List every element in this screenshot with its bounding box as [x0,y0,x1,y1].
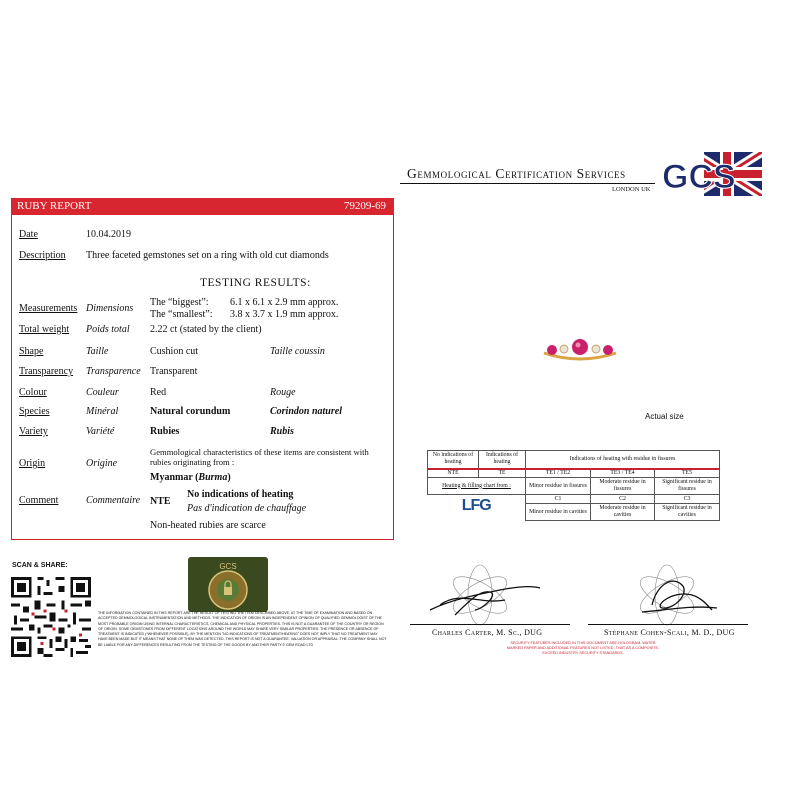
scan-share-label: SCAN & SHARE: [12,562,68,569]
comment-en: No indications of heating [187,489,294,500]
signature-left [420,560,550,630]
weight-fr: Poids total [86,324,130,335]
svg-text:GCS: GCS [219,562,237,571]
svg-text:GCS: GCS [662,158,736,196]
code-c2: C2 [591,495,655,504]
legal-disclaimer: THE INFORMATION CONTAINED IN THIS REPORT ARE THE RESULT OF TESTING THE ITEM DESCRIBED ABOVE, AT THE TIME OF EXAMINATION AND BASED ON ACCEPTED GEMMOLOGICAL INSTRUMENTATION AND METHODS. THE INDICATION OF ORIGIN IS AN INDEPENDENT OPINION OF QUALIFIED GEMMOLOGIST OF THE MOST PROBABLE ORIGIN USING INTERNAL CHARACTERISTICS, CHEMICAL AND PHYSICAL PROPERTIES. THIS IS NOT A GUARANTEE OF THE COUNTRY OR REGION OF ORIGIN. SOME GEMSTONES FROM DIFFERENT LOCATIONS AROUND THE WORLD MAY SHARE VERY SIMILAR PROPERTIES. THE PRESENCE OR ABSENCE OF TREATMENT IS INDICATED (*WHENEVER POSSIBLE), BY THE MENTION "NO INDICATIONS OF TREATMENT/HEATING" DOES NOT IMPLY THAT NO TREATMENT MAY HAVE BEEN MADE BUT IT MEANS THAT NONE OF THEM WAS DETECTED. THIS REPORT IS NOT A GUARANTEE, VALUATION OR APPRAISAL. THE COMPANY SHALL NOT BE LIABLE FOR ANY DIFFERENCES RESULTING FROM THE TESTING OF THE GOODS BY ANOTHER PARTY.© GEM ROAD LTD [98,611,387,647]
signature-right-name: Stéphane Cohen-Scali, M. D., DUG [604,628,735,637]
smallest-value: 3.8 x 3.7 x 1.9 mm approx. [230,309,339,320]
variety-fr-value: Rubis [270,426,294,437]
gcs-flag-logo [660,150,764,198]
comment-code: NTE [150,496,171,507]
weight-label: Total weight [19,324,70,335]
moderate-cavities: Moderate residue in cavities [591,504,655,521]
lfg-logo: LFG [461,497,491,515]
code-te5: TE5 [655,469,720,478]
weight-value: 2.22 ct (stated by the client) [150,324,262,335]
species-fr-value: Corindon naturel [270,406,342,417]
chart-source-label: Heating & filling chart from : [428,478,526,495]
colour-fr-value: Rouge [270,387,296,398]
lab-name: Gemmological Certification Services [407,166,626,181]
origin-country: Myanmar (Burma) [150,472,231,483]
heating-chart [427,450,720,521]
variety-value: Rubies [150,426,180,437]
measurements-label: Measurements [19,303,78,314]
code-te12: TE1 / TE2 [526,469,591,478]
significant-fissures: Significant residue in fissures [655,478,720,495]
colour-label: Colour [19,387,47,398]
code-te: TE [479,469,526,478]
moderate-fissures: Moderate residue in fissures [591,478,655,495]
shape-label: Shape [19,346,44,357]
comment-fr-value: Pas d'indication de chauffage [187,503,307,514]
colour-fr: Couleur [86,387,119,398]
variety-fr: Variété [86,426,115,437]
header-residue: Indications of heating with residue in fissures [526,451,720,469]
signature-left-name: Charles Carter, M. Sc., DUG [432,628,543,637]
biggest-value: 6.1 x 6.1 x 2.9 mm approx. [230,297,339,308]
security-notice: SECURITY FEATURES INCLUDED IN THIS DOCUMENT ARE HOLOGRAM, WATER MARKED PAPER AND ADDITIONAL FEATURES NOT LISTED, THAT AS A COMPOSITE, EXCEED INDUSTRY SECURITY STANDARDS. [506,641,660,655]
smallest-label: The “smallest”: [150,309,213,320]
variety-label: Variety [19,426,48,437]
lab-location: LONDON UK [612,186,651,193]
significant-cavities: Significant residue in cavities [655,504,720,521]
date-value: 10.04.2019 [86,229,131,240]
comment-extra: Non-heated rubies are scarce [150,520,266,531]
shape-fr-value: Taille coussin [270,346,325,357]
origin-fr: Origine [86,458,118,469]
report-number: 79209-69 [343,200,386,212]
origin-text-1: Gemmological characteristics of these items are consistent with [150,447,369,457]
transparency-fr: Transparence [86,366,141,377]
report-title: RUBY REPORT [17,200,92,212]
header-no-indications: No indications of heating [428,451,479,469]
species-fr: Minéral [86,406,119,417]
shape-fr: Taille [86,346,109,357]
measurements-fr: Dimensions [86,303,134,314]
code-nte: NTE [428,469,479,478]
description-label: Description [19,250,66,261]
actual-size-caption: Actual size [645,412,684,421]
testing-results-title: TESTING RESULTS: [200,277,311,289]
ring-photo [540,333,620,363]
minor-cavities: Minor residue in cavities [526,504,591,521]
origin-text-2: rubies originating from : [150,457,235,467]
code-c3: C3 [655,495,720,504]
header-rule [400,183,655,184]
report-header-bar [11,198,394,215]
hologram-seal [188,557,268,612]
code-c1: C1 [526,495,591,504]
origin-country-alt: Burma [198,472,228,483]
minor-fissures: Minor residue in fissures [526,478,591,495]
comment-label: Comment [19,495,59,506]
header-indications: Indications of heating [479,451,526,469]
biggest-label: The “biggest”: [150,297,209,308]
signature-right-rule [588,624,748,625]
comment-fr: Commentaire [86,495,141,506]
signature-left-rule [410,624,570,625]
origin-label: Origin [19,458,46,469]
date-label: Date [19,229,38,240]
code-te34: TE3 / TE4 [591,469,655,478]
transparency-value: Transparent [150,366,198,377]
qr-code[interactable] [8,574,94,660]
signature-right [612,560,742,630]
description-value: Three faceted gemstones set on a ring with old cut diamonds [86,250,329,261]
colour-value: Red [150,387,167,398]
species-value: Natural corundum [150,406,231,417]
transparency-label: Transparency [19,366,74,377]
shape-value: Cushion cut [150,346,199,357]
species-label: Species [19,406,50,417]
